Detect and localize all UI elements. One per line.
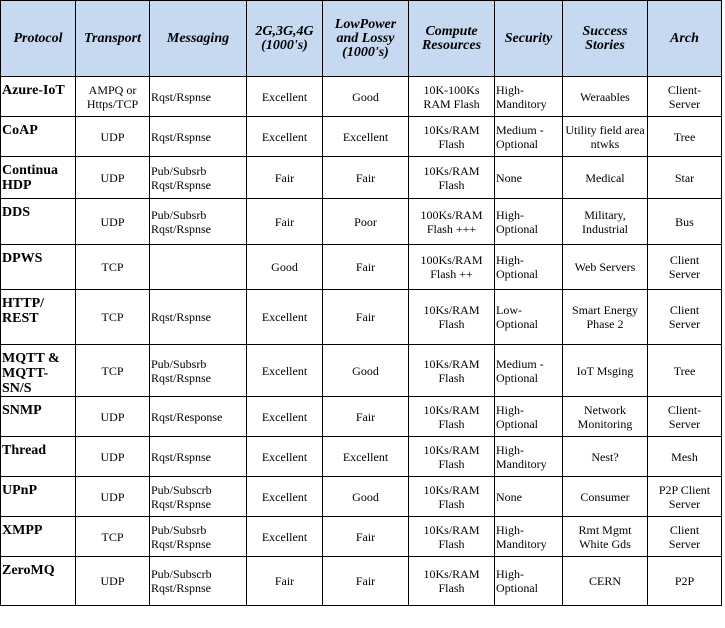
cell-text: P2P Client Server [658,482,711,511]
cell-text: Nest? [591,449,619,464]
cell-text: Smart Energy Phase 2 [571,303,639,331]
cell-transport [76,245,150,290]
cell-text: 100Ks/RAM Flash +++ [420,207,483,236]
cell-text: Fair [355,260,376,274]
cell-cellular [247,557,323,606]
cell-transport [76,117,150,157]
cell-text: Medium - Optional [496,356,544,385]
column-header-cellular: 2G,3G,4G (1000's) [247,1,323,77]
cell-security [495,477,563,517]
cell-text: Low- Optional [496,303,538,331]
cell-text: Star [674,170,695,185]
cell-text: CERN [588,574,621,588]
cell-arch [648,77,722,117]
column-header-success: Success Stories [563,1,648,77]
cell-security [495,290,563,345]
cell-text: TCP [101,363,124,378]
cell-arch [648,345,722,397]
cell-text: 10Ks/RAM Flash [423,567,480,595]
cell-text: UDP [100,574,125,588]
cell-transport [76,557,150,606]
cell-compute [409,477,495,517]
cell-text: Excellent [261,489,308,504]
cell-success [563,290,648,345]
cell-lowpower [323,437,409,477]
cell-text: 10Ks/RAM Flash [423,402,480,431]
cell-protocol [1,345,76,397]
cell-text: Medical [585,170,625,185]
cell-text: Utility field area ntwks [565,122,645,151]
cell-text: High- Optional [496,402,538,431]
cell-compute [409,157,495,199]
cell-text: High- Manditory [496,522,547,551]
cell-transport [76,477,150,517]
table-row [1,437,722,477]
cell-protocol [1,199,76,245]
cell-security [495,345,563,397]
cell-text: 100Ks/RAM Flash ++ [420,253,483,281]
cell-messaging [150,345,247,397]
cell-text: UDP [100,129,125,144]
cell-text: Network Monitoring [577,402,633,431]
cell-messaging [150,557,247,606]
cell-cellular [247,117,323,157]
cell-arch [648,437,722,477]
cell-text: Pub/Subsrb Rqst/Rspnse [151,207,212,236]
cell-text: 10Ks/RAM Flash [423,522,480,551]
cell-text: Good [352,363,379,378]
cell-text: None [496,170,522,185]
cell-protocol [1,117,76,157]
cell-text: Pub/Subscrb Rqst/Rspnse [151,482,212,511]
cell-security [495,199,563,245]
cell-text: High- Manditory [496,442,547,471]
cell-lowpower [323,157,409,199]
cell-text: Fair [274,170,295,185]
cell-text: 10Ks/RAM Flash [423,303,480,331]
table-row [1,245,722,290]
cell-text: UPnP [2,483,37,498]
cell-success [563,199,648,245]
cell-text: High- Manditory [496,82,547,111]
cell-text: Rqst/Rspnse [151,310,212,324]
table-row [1,290,722,345]
cell-text: Excellent [261,449,308,464]
cell-text: Good [352,89,379,104]
cell-lowpower [323,397,409,437]
table-row [1,117,722,157]
cell-text: Thread [2,443,47,458]
cell-text: DDS [2,205,31,220]
cell-text: IoT Msging [576,363,634,378]
cell-text: Excellent [261,529,308,544]
cell-text: High- Optional [496,207,538,236]
cell-compute [409,557,495,606]
cell-text: Fair [355,409,376,424]
cell-arch [648,517,722,557]
cell-cellular [247,290,323,345]
cell-text: Excellent [261,363,308,378]
cell-text: Tree [673,129,696,144]
cell-text: Excellent [342,129,389,144]
cell-messaging [150,517,247,557]
cell-text: Client Server [668,522,701,551]
column-header-messaging: Messaging [150,1,247,77]
cell-text: HTTP/ REST [2,296,45,326]
cell-lowpower [323,199,409,245]
cell-messaging [150,397,247,437]
cell-text: DPWS [2,251,43,266]
cell-transport [76,77,150,117]
cell-text: UDP [100,214,125,229]
cell-arch [648,477,722,517]
cell-security [495,437,563,477]
cell-success [563,157,648,199]
cell-transport [76,199,150,245]
cell-text: Rqst/Rspnse [151,89,212,104]
cell-security [495,557,563,606]
cell-compute [409,397,495,437]
cell-security [495,77,563,117]
cell-protocol [1,245,76,290]
cell-protocol [1,437,76,477]
cell-protocol [1,557,76,606]
cell-compute [409,437,495,477]
cell-cellular [247,517,323,557]
cell-security [495,245,563,290]
column-header-compute: Compute Resources [409,1,495,77]
cell-text: Bus [675,214,694,229]
cell-text: Military, Industrial [582,207,628,236]
cell-messaging [150,437,247,477]
cell-lowpower [323,477,409,517]
cell-text: TCP [101,529,124,544]
cell-success [563,397,648,437]
cell-text: Excellent [342,449,389,464]
table-row [1,477,722,517]
cell-lowpower [323,345,409,397]
cell-text: TCP [101,260,124,274]
cell-text: Fair [355,574,376,588]
column-header-transport: Transport [76,1,150,77]
cell-text: Tree [673,363,696,378]
cell-messaging [150,77,247,117]
cell-text: Client Server [668,253,701,281]
cell-success [563,557,648,606]
cell-text: 10Ks/RAM Flash [423,356,480,385]
header-row [1,1,722,77]
cell-lowpower [323,557,409,606]
cell-text: SNMP [2,403,42,418]
cell-text: P2P [674,574,695,588]
cell-text: Excellent [261,129,308,144]
cell-success [563,77,648,117]
cell-protocol [1,477,76,517]
cell-text: Good [352,489,379,504]
cell-messaging [150,245,247,290]
cell-text: 10Ks/RAM Flash [423,163,480,192]
cell-text: Azure-IoT [2,83,65,98]
cell-text: UDP [100,489,125,504]
cell-arch [648,199,722,245]
cell-cellular [247,477,323,517]
cell-text: Pub/Subscrb Rqst/Rspnse [151,567,212,595]
cell-text: ZeroMQ [2,563,55,578]
cell-compute [409,117,495,157]
cell-text: Rqst/Rspnse [151,449,212,464]
cell-transport [76,290,150,345]
cell-text: Consumer [580,489,630,504]
cell-transport [76,397,150,437]
cell-text: Pub/Subsrb Rqst/Rspnse [151,163,212,192]
cell-text: Pub/Subsrb Rqst/Rspnse [151,356,212,385]
cell-arch [648,157,722,199]
cell-lowpower [323,245,409,290]
cell-text: Excellent [261,89,308,104]
cell-text: Rqst/Rspnse [151,129,212,144]
cell-messaging [150,117,247,157]
cell-lowpower [323,290,409,345]
cell-text: Rmt Mgmt White Gds [578,522,632,551]
cell-cellular [247,77,323,117]
cell-cellular [247,345,323,397]
column-header-lowpower: LowPower and Lossy (1000's) [323,1,409,77]
cell-text: UDP [100,449,125,464]
cell-cellular [247,397,323,437]
cell-text: UDP [100,170,125,185]
cell-protocol [1,290,76,345]
cell-compute [409,290,495,345]
cell-security [495,117,563,157]
cell-compute [409,77,495,117]
cell-text: AMPQ or Https/TCP [86,82,139,111]
table-row [1,397,722,437]
cell-lowpower [323,77,409,117]
cell-lowpower [323,117,409,157]
cell-compute [409,517,495,557]
cell-messaging [150,477,247,517]
cell-text: Poor [354,214,377,229]
cell-transport [76,345,150,397]
cell-success [563,477,648,517]
cell-text: 10Ks/RAM Flash [423,482,480,511]
cell-text: High- Optional [496,253,538,281]
cell-text: XMPP [2,523,43,538]
table-body [1,77,722,606]
cell-arch [648,117,722,157]
cell-text: Fair [274,214,295,229]
cell-text: Fair [355,529,376,544]
cell-arch [648,557,722,606]
cell-text: Fair [355,170,376,185]
cell-text: Excellent [261,310,308,324]
table-row [1,557,722,606]
table-row [1,517,722,557]
cell-text: Weraables [580,89,630,104]
cell-security [495,397,563,437]
cell-text: Client- Server [667,402,702,431]
cell-cellular [247,245,323,290]
cell-text: Mesh [671,449,698,464]
cell-transport [76,157,150,199]
cell-transport [76,437,150,477]
cell-lowpower [323,517,409,557]
column-header-security: Security [495,1,563,77]
cell-protocol [1,157,76,199]
cell-text: CoAP [2,123,38,138]
cell-success [563,117,648,157]
cell-compute [409,199,495,245]
cell-text: Client Server [668,303,701,331]
table-row [1,77,722,117]
cell-text: Rqst/Response [151,409,223,424]
cell-security [495,157,563,199]
cell-arch [648,397,722,437]
cell-arch [648,290,722,345]
cell-text: Pub/Subsrb Rqst/Rspnse [151,522,212,551]
cell-compute [409,245,495,290]
table-row [1,199,722,245]
cell-arch [648,245,722,290]
cell-protocol [1,397,76,437]
cell-transport [76,517,150,557]
cell-security [495,517,563,557]
cell-compute [409,345,495,397]
column-header-arch: Arch [648,1,722,77]
table-row [1,345,722,397]
cell-text: Excellent [261,409,308,424]
cell-success [563,517,648,557]
cell-text: TCP [101,310,124,324]
cell-success [563,437,648,477]
cell-text: Fair [274,574,295,588]
cell-success [563,345,648,397]
cell-text: Web Servers [574,260,636,274]
cell-messaging [150,290,247,345]
cell-text: MQTT & MQTT- SN/S [2,351,60,396]
cell-messaging [150,199,247,245]
cell-text: Client- Server [667,82,702,111]
cell-protocol [1,517,76,557]
cell-protocol [1,77,76,117]
cell-text: 10Ks/RAM Flash [423,122,480,151]
cell-text: High- Optional [496,567,538,595]
cell-cellular [247,437,323,477]
cell-text: Medium - Optional [496,122,544,151]
cell-messaging [150,157,247,199]
cell-text: 10K-100Ks RAM Flash [423,82,480,111]
cell-text: None [496,489,522,504]
cell-text: Continua HDP [2,163,59,193]
cell-cellular [247,157,323,199]
table-row [1,157,722,199]
cell-cellular [247,199,323,245]
cell-success [563,245,648,290]
column-header-protocol: Protocol [1,1,76,77]
cell-text: Good [271,260,298,274]
cell-text: Fair [355,310,376,324]
cell-text: 10Ks/RAM Flash [423,442,480,471]
cell-text: UDP [100,409,125,424]
